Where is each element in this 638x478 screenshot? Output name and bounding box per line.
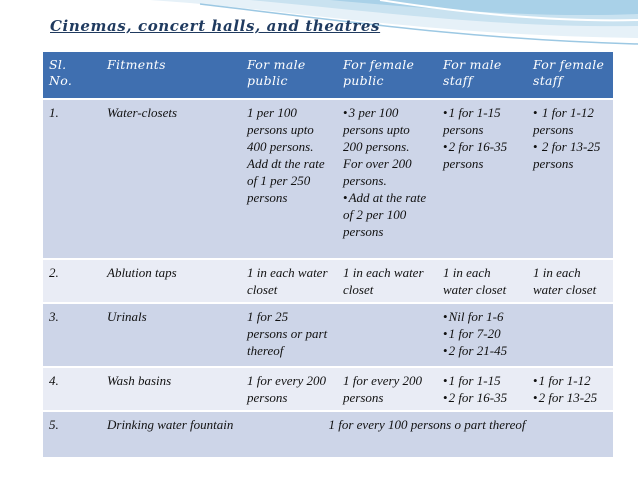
table-row [43,303,613,367]
cell-no: 2. [43,259,101,303]
header-fitments: Fitments [101,52,241,99]
cell-male-public: 1 for every 200 persons [241,367,337,411]
table-row [43,367,613,411]
cell-no: 5. [43,411,101,457]
slide-title: Cinemas, concert halls, and theatres [50,17,381,35]
cell-female-public [337,99,437,259]
cell-fitment: Water-closets [101,99,241,259]
cell-female-public: 1 in each water closet [337,259,437,303]
cell-male-staff: 1 in each water closet [437,259,527,303]
cell-female-staff: 1 in each water closet [527,259,613,303]
cell-female-staff [527,303,613,367]
table-row [43,411,613,457]
cell-fitment: Urinals [101,303,241,367]
cell-fitment: Drinking water fountain [101,411,241,457]
cell-male-public: 1 for 25 persons or part thereof [241,303,337,367]
list-item: • 2 for 13-25 [533,389,607,406]
cell-male-staff [437,99,527,259]
list-item: • Nil for 1-6 [443,308,521,325]
list-item: • 2 for 16-35 persons [443,138,521,172]
table-header-row [43,52,613,99]
cell-female-public [337,303,437,367]
cell-merged-all: 1 for every 100 persons o part thereof [241,411,613,457]
list-item: • 1 for 1-12 [533,372,607,389]
list-item: • 1 for 1-15 persons [443,104,521,138]
list-item: • Add at the rate of 2 per 100 persons [343,189,431,240]
list-item: • 1 for 7-20 [443,325,521,342]
cell-male-public: 1 in each water closet [241,259,337,303]
list-item: • 1 for 1-15 [443,372,521,389]
header-female-public: For female public [337,52,437,99]
cell-fitment: Ablution taps [101,259,241,303]
list-item: • 2 for 13-25 persons [533,138,607,172]
sanitation-table [43,52,613,457]
cell-female-public: 1 for every 200 persons [337,367,437,411]
header-male-public: For male public [241,52,337,99]
cell-male-staff [437,303,527,367]
cell-no: 1. [43,99,101,259]
cell-female-staff [527,99,613,259]
list-item: • 2 for 21-45 [443,342,521,359]
header-female-staff: For female staff [527,52,613,99]
table-row [43,99,613,259]
list-item: • 1 for 1-12 persons [533,104,607,138]
cell-no: 3. [43,303,101,367]
table-row [43,259,613,303]
header-male-staff: For male staff [437,52,527,99]
cell-male-public: 1 per 100 persons upto 400 persons. Add dt the rate of 1 per 250 persons [241,99,337,259]
list-item: • 3 per 100 persons upto 200 persons. For over 200 persons. [343,104,431,189]
cell-fitment: Wash basins [101,367,241,411]
cell-no: 4. [43,367,101,411]
cell-female-staff [527,367,613,411]
cell-male-staff [437,367,527,411]
header-sl-no: Sl. No. [43,52,101,99]
list-item: • 2 for 16-35 [443,389,521,406]
